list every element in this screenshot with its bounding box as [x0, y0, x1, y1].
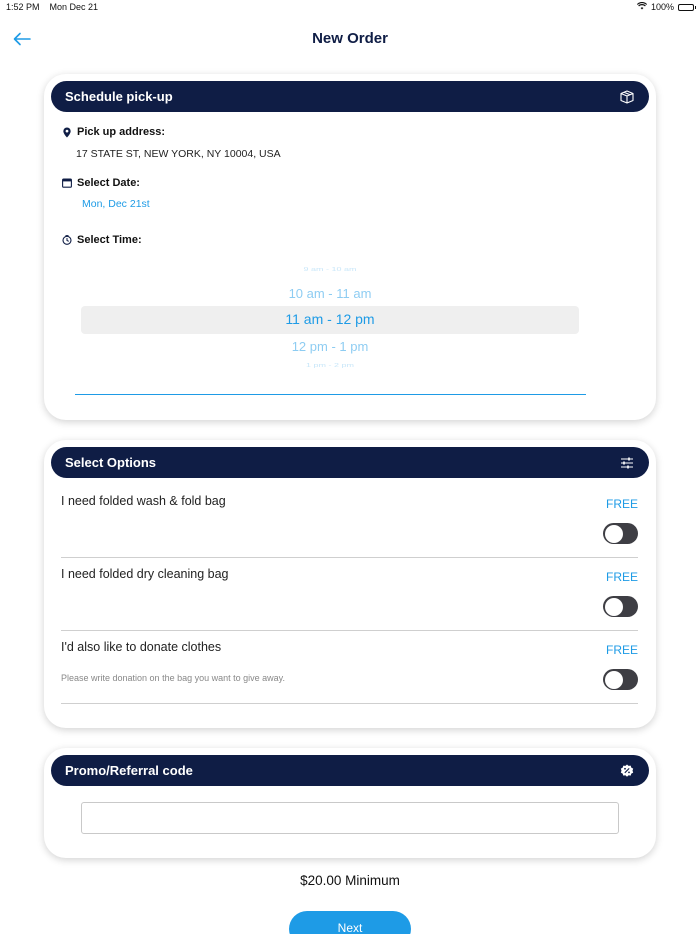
box-icon [619, 89, 635, 105]
wifi-icon [637, 2, 647, 12]
option-price: FREE [605, 570, 638, 584]
donation-note: Please write donation on the bag you want to give away. [61, 673, 285, 683]
options-header-title: Select Options [65, 455, 157, 470]
time-picker-underline [75, 394, 586, 395]
promo-card [44, 748, 656, 858]
clock-icon [62, 235, 72, 245]
options-header [51, 447, 649, 478]
page-title: New Order [312, 30, 388, 47]
date-label [62, 177, 140, 189]
status-time: 1:52 PM [6, 2, 40, 12]
option-row-dry-cleaning-bag [61, 557, 638, 631]
options-card [44, 440, 656, 728]
status-date: Mon Dec 21 [49, 2, 99, 12]
status-bar [0, 0, 700, 14]
date-label-text: Select Date: [77, 177, 140, 189]
wash-fold-bag-toggle[interactable] [603, 523, 638, 544]
calendar-icon [62, 178, 72, 188]
time-label [62, 234, 142, 246]
next-button-label: Next [337, 921, 363, 934]
time-option[interactable]: 9 am - 10 am [303, 266, 357, 272]
time-option[interactable]: 12 pm - 1 pm [291, 339, 369, 354]
time-label-text: Select Time: [77, 234, 142, 246]
donate-clothes-toggle[interactable] [603, 669, 638, 690]
battery-percent: 100% [650, 2, 674, 12]
promo-header-title: Promo/Referral code [65, 763, 193, 778]
badge-percent-icon [619, 763, 635, 779]
sliders-icon [619, 455, 635, 471]
address-label-text: Pick up address: [77, 126, 166, 138]
divider [61, 703, 638, 704]
order-minimum: $20.00 Minimum [300, 873, 400, 888]
dry-cleaning-bag-toggle[interactable] [603, 596, 638, 617]
toggle-knob [605, 598, 623, 616]
address-value: 17 STATE ST, NEW YORK, NY 10004, USA [76, 148, 281, 160]
toggle-knob [605, 525, 623, 543]
time-option[interactable]: 10 am - 11 am [288, 286, 372, 301]
date-value[interactable]: Mon, Dec 21st [82, 198, 150, 210]
option-price: FREE [605, 497, 638, 511]
time-picker[interactable] [81, 264, 579, 382]
option-label: I'd also like to donate clothes [61, 640, 222, 654]
location-pin-icon [62, 127, 72, 138]
address-label [62, 126, 165, 138]
schedule-header [51, 81, 649, 112]
promo-header [51, 755, 649, 786]
option-label: I need folded dry cleaning bag [61, 567, 229, 581]
toggle-knob [605, 671, 623, 689]
option-label: I need folded wash & fold bag [61, 494, 226, 508]
promo-code-input[interactable] [81, 802, 619, 834]
option-row-donate-clothes [61, 630, 638, 704]
option-row-wash-fold-bag [61, 484, 638, 558]
option-price: FREE [605, 643, 638, 657]
time-option-selected[interactable]: 11 am - 12 pm [285, 311, 375, 327]
time-option[interactable]: 1 pm - 2 pm [305, 362, 354, 368]
schedule-card [44, 74, 656, 420]
next-button[interactable] [289, 911, 411, 934]
schedule-header-title: Schedule pick-up [65, 89, 173, 104]
nav-bar [0, 22, 700, 58]
battery-icon [678, 4, 694, 11]
